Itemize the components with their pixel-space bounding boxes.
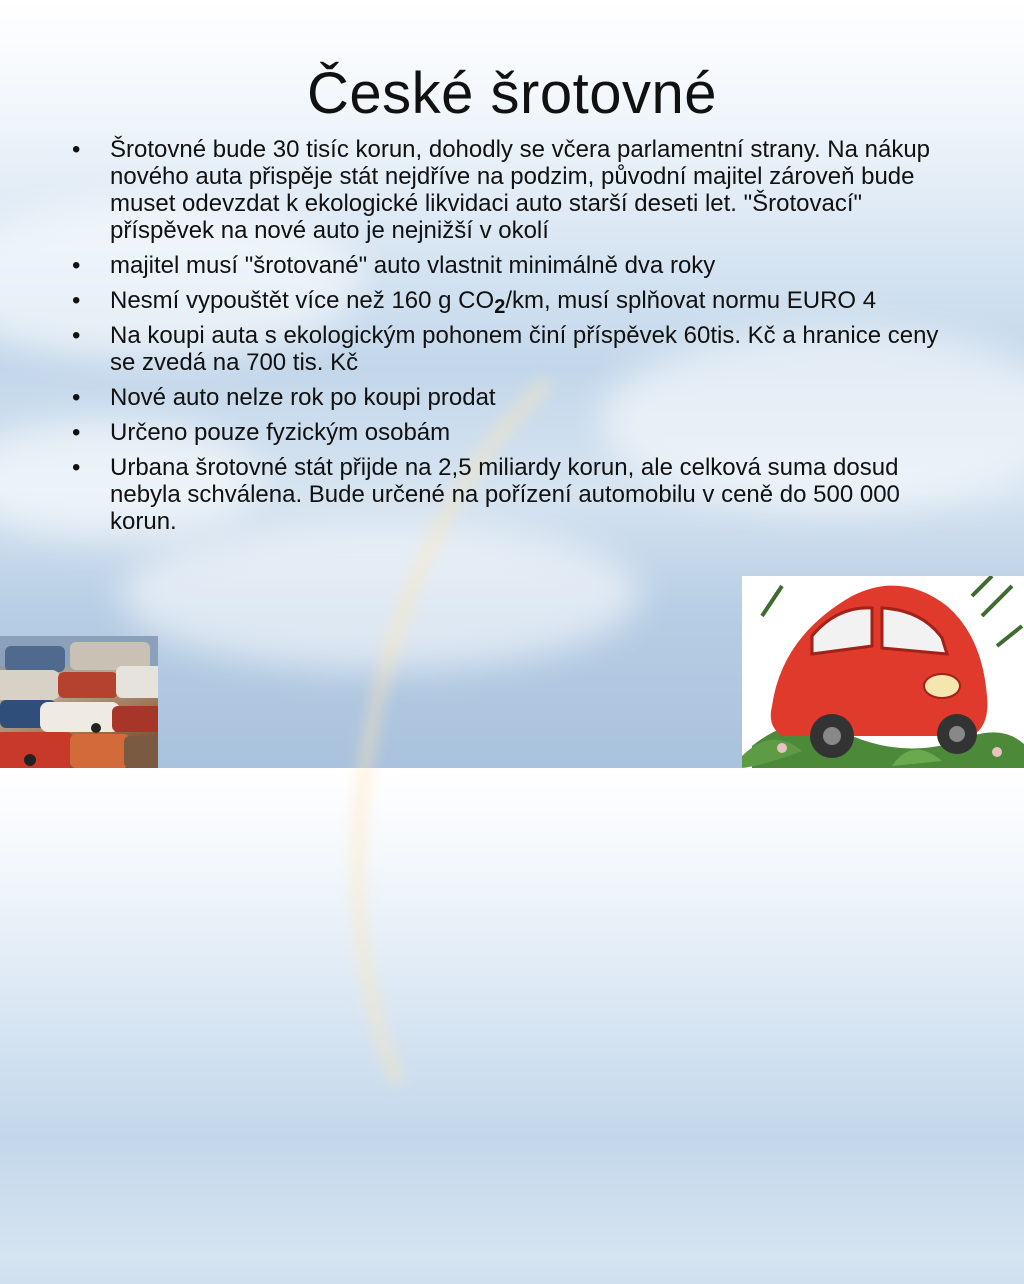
bullet-item: • Urbana šrotovné stát přijde na 2,5 miliardy korun, ale celková suma dosud nebyla schválena. Bude určené na pořízení automobilu v ceně do 500 000 korun. (70, 454, 970, 535)
bullet-text: /km, musí splňovat normu EURO 4 (505, 287, 877, 314)
bullet-item: • majitel musí "šrotované" auto vlastnit minimálně dva roky (70, 252, 970, 279)
bullet-item: • Určeno pouze fyzickým osobám (70, 419, 970, 446)
red-car-image (742, 576, 1024, 768)
bullet-item: • Nové auto nelze rok po koupi prodat (70, 384, 970, 411)
subscript-two: 2 (494, 296, 506, 318)
bullet-item: • Na koupi auta s ekologickým pohonem činí příspěvek 60tis. Kč a hranice ceny se zvedá na 700 tis. Kč (70, 322, 970, 376)
bullet-text: Nesmí vypouštět více než 160 g CO (110, 287, 495, 314)
slide-title: České šrotovné (307, 61, 717, 126)
bullet-list (70, 136, 970, 543)
bullet-item: • Šrotovné bude 30 tisíc korun, dohodly se včera parlamentní strany. Na nákup nového auta přispěje stát nejdříve na podzim, původní majitel zároveň bude muset odevzdat k ekologické likvidaci auto starší deseti let. "Šrotovací" příspěvek na nové auto je nejnižší v okolí (70, 136, 970, 244)
junkyard-photo (0, 636, 158, 768)
bullet-item (70, 287, 970, 318)
